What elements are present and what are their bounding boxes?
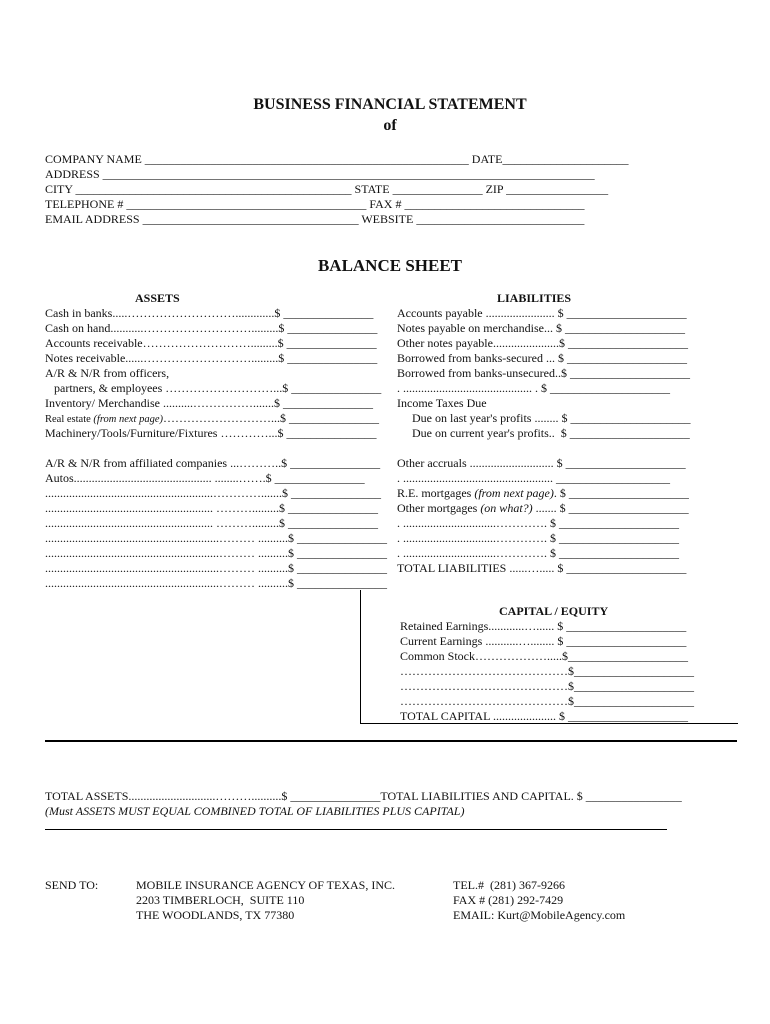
asset-ar-officers[interactable]: partners, & employees ………………………...$ _______________ xyxy=(45,381,382,395)
city-state-zip-field[interactable]: CITY ______________________________________________ STATE _______________ ZIP _________________ xyxy=(45,182,609,196)
telephone-fax-field[interactable]: TELEPHONE # ________________________________________ FAX # ______________________________ xyxy=(45,197,585,211)
liability-blank-row[interactable]: . ...............................…………. $ ____________________ xyxy=(397,546,679,560)
totals-bottom-rule xyxy=(45,829,667,830)
capital-retained-earnings[interactable]: Retained Earnings............…...... $ ____________________ xyxy=(400,619,687,633)
liability-income-taxes-label: Income Taxes Due xyxy=(397,396,487,410)
liability-blank-row[interactable]: . .................................................. ___________________ xyxy=(397,471,670,485)
capital-blank-row[interactable]: ……………………………………$____________________ xyxy=(400,694,694,708)
agency-email[interactable]: EMAIL: Kurt@MobileAgency.com xyxy=(453,908,626,922)
capital-common-stock[interactable]: Common Stock……………….....$____________________ xyxy=(400,649,689,663)
liability-borrowed-unsecured[interactable]: Borrowed from banks-unsecured..$ ____________________ xyxy=(397,366,690,380)
form-title-of: of xyxy=(383,117,397,134)
asset-autos[interactable]: Autos.............................................. ........…….$ _______________ xyxy=(45,471,365,485)
asset-blank-row[interactable]: ..........................................................……… ..........$ _______________ xyxy=(45,546,387,560)
liability-taxes-last-year[interactable]: Due on last year's profits ........ $ ____________________ xyxy=(397,411,691,425)
asset-ar-affiliated[interactable]: A/R & N/R from affiliated companies ...………..$ _______________ xyxy=(45,456,381,470)
liability-blank-row[interactable]: . ...............................…………. $ ____________________ xyxy=(397,516,679,530)
asset-blank-row[interactable]: ..........................................................……… ..........$ _______________ xyxy=(45,561,387,575)
liability-other-mortgages[interactable] xyxy=(397,501,689,515)
agency-city: THE WOODLANDS, TX 77380 xyxy=(136,908,295,922)
re-mortgages-blank: . $ ____________________ xyxy=(553,486,689,500)
liability-blank-row[interactable]: . ........................................... . $ ____________________ xyxy=(397,381,670,395)
liability-borrowed-secured[interactable]: Borrowed from banks-secured ... $ ____________________ xyxy=(397,351,687,365)
capital-box-bottom-rule xyxy=(360,723,738,724)
liability-taxes-current-year[interactable]: Due on current year's profits.. $ ____________________ xyxy=(397,426,690,440)
total-liabilities[interactable]: TOTAL LIABILITIES ......…..... $ ____________________ xyxy=(397,561,687,575)
re-mortgages-note: (from next page) xyxy=(474,486,554,500)
asset-notes-receivable[interactable]: Notes receivable......……………………….........$ _______________ xyxy=(45,351,378,365)
asset-ar-officers-label: A/R & N/R from officers, xyxy=(45,366,170,380)
balance-sheet-title: BALANCE SHEET xyxy=(317,256,463,275)
address-field[interactable]: ADDRESS __________________________________________________________________________________ xyxy=(45,167,595,181)
real-estate-note: (from next page) xyxy=(93,414,163,425)
asset-machinery[interactable]: Machinery/Tools/Furniture/Fixtures …………...$ _______________ xyxy=(45,426,377,440)
send-to-label: SEND TO: xyxy=(45,878,99,892)
capital-blank-row[interactable]: ……………………………………$____________________ xyxy=(400,679,694,693)
assets-header: ASSETS xyxy=(135,291,180,305)
real-estate-label: Real estate xyxy=(45,414,94,425)
section-divider-rule xyxy=(45,740,737,742)
form-title: BUSINESS FINANCIAL STATEMENT xyxy=(253,96,527,113)
totals-note: (Must ASSETS MUST EQUAL COMBINED TOTAL OF LIABILITIES PLUS CAPITAL) xyxy=(45,804,465,818)
asset-accounts-receivable[interactable]: Accounts receivable……………………….........$ _______________ xyxy=(45,336,377,350)
liabilities-header: LIABILITIES xyxy=(497,291,572,305)
capital-box-left-rule xyxy=(360,590,361,723)
liability-other-notes-payable[interactable]: Other notes payable......................$ ____________________ xyxy=(397,336,688,350)
liability-blank-row[interactable]: . ...............................…………. $ ____________________ xyxy=(397,531,679,545)
liability-accounts-payable[interactable]: Accounts payable ....................... $ ____________________ xyxy=(397,306,687,320)
capital-current-earnings[interactable]: Current Earnings ...........…........ $ ____________________ xyxy=(400,634,687,648)
asset-inventory[interactable]: Inventory/ Merchandise ..........…………….......$ _______________ xyxy=(45,396,373,410)
company-name-field[interactable]: COMPANY NAME ______________________________________________________ DATE_____________________ xyxy=(45,152,629,166)
asset-blank-row[interactable]: ........................................................ ……….........$ _______________ xyxy=(45,501,378,515)
asset-cash-on-hand[interactable]: Cash on hand...........……………………….........$ _______________ xyxy=(45,321,378,335)
asset-blank-row[interactable]: ..........................................................……… ..........$ _______________ xyxy=(45,576,387,590)
other-mortgages-blank: ....... $ ____________________ xyxy=(532,501,689,515)
asset-blank-row[interactable]: ........................................................ ……….........$ _______________ xyxy=(45,516,378,530)
asset-real-estate[interactable] xyxy=(45,411,379,427)
capital-blank-row[interactable]: ……………………………………$____________________ xyxy=(400,664,694,678)
capital-equity-header: CAPITAL / EQUITY xyxy=(499,604,609,618)
liability-re-mortgages[interactable] xyxy=(397,486,689,500)
email-website-field[interactable]: EMAIL ADDRESS ____________________________________ WEBSITE ____________________________ xyxy=(45,212,585,226)
other-mortgages-label: Other mortgages xyxy=(397,501,481,515)
real-estate-blank: ………………………...$ _______________ xyxy=(163,411,379,425)
liability-notes-payable-merchandise[interactable]: Notes payable on merchandise... $ ____________________ xyxy=(397,321,685,335)
total-capital[interactable]: TOTAL CAPITAL ..................... $ ____________________ xyxy=(400,709,688,723)
asset-blank-row[interactable]: ..........................................................……… ..........$ _______________ xyxy=(45,531,387,545)
agency-name: MOBILE INSURANCE AGENCY OF TEXAS, INC. xyxy=(136,878,396,892)
liability-other-accruals[interactable]: Other accruals ............................ $ ____________________ xyxy=(397,456,686,470)
asset-cash-in-banks[interactable]: Cash in banks.....……………………….............$ _______________ xyxy=(45,306,374,320)
other-mortgages-note: (on what?) xyxy=(480,501,533,515)
agency-telephone: TEL.# (281) 367-9266 xyxy=(453,878,565,892)
asset-blank-row[interactable]: ........................................................………….......$ _______________ xyxy=(45,486,381,500)
agency-street: 2203 TIMBERLOCH, SUITE 110 xyxy=(136,893,305,907)
agency-fax: FAX # (281) 292-7429 xyxy=(453,893,564,907)
re-mortgages-label: R.E. mortgages xyxy=(397,486,475,500)
total-assets-liabilities-capital[interactable]: TOTAL ASSETS.............................………..........$ _______________TOTAL LIABILITIES AND CAPITAL. $ ________________ xyxy=(45,789,682,803)
